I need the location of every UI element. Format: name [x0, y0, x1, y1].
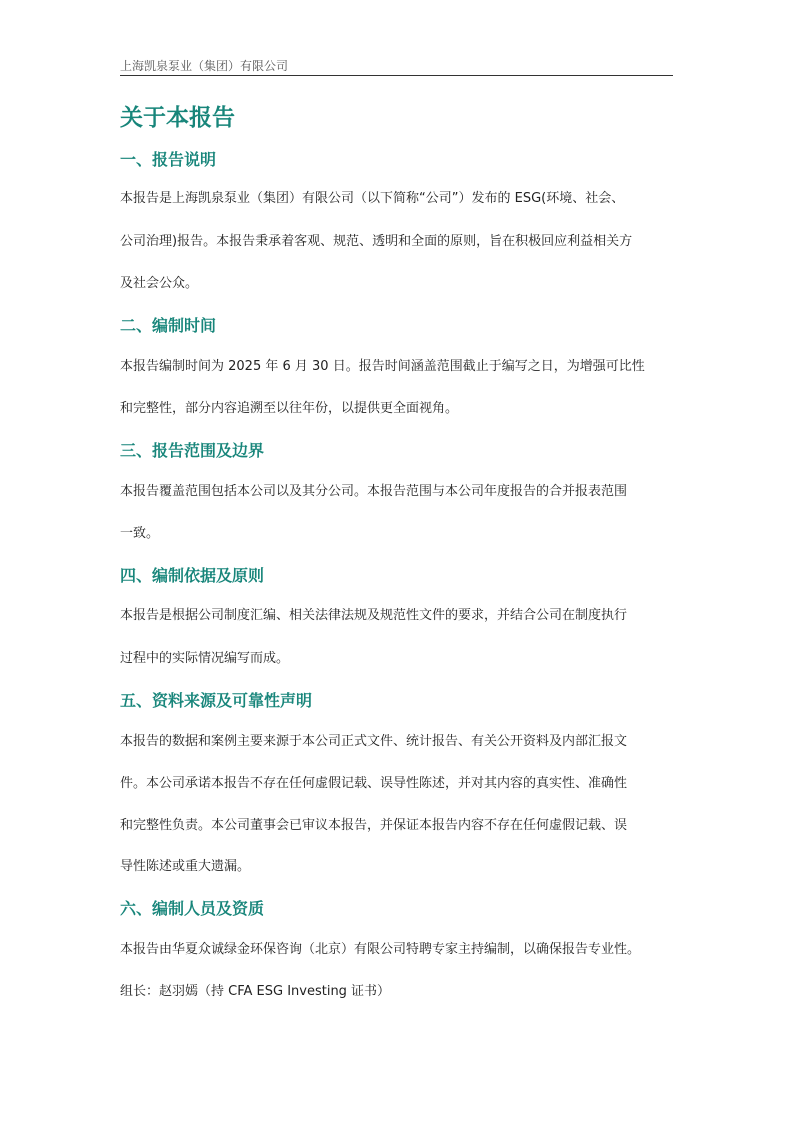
body-line: 及社会公众。	[120, 276, 199, 291]
section-heading-report-scope: 三、报告范围及边界	[120, 441, 265, 460]
body-line: 导性陈述或重大遗漏。	[120, 859, 251, 874]
running-header	[120, 58, 673, 76]
body-line: 件。本公司承诺本报告不存在任何虚假记载、误导性陈述，并对其内容的真实性、准确性	[120, 776, 628, 791]
section-heading-compilation-time: 二、编制时间	[120, 316, 217, 335]
section-heading-basis-principles: 四、编制依据及原则	[120, 566, 265, 585]
page-title: 关于本报告	[120, 105, 235, 131]
body-line: 组长：赵羽嫣（持 CFA ESG Investing 证书）	[120, 984, 391, 999]
body-line: 一致。	[120, 526, 160, 541]
body-line: 本报告覆盖范围包括本公司以及其分公司。本报告范围与本公司年度报告的合并报表范围	[120, 484, 628, 499]
section-heading-compilers: 六、编制人员及资质	[120, 899, 265, 918]
header-company-name: 上海凯泉泵业（集团）有限公司	[120, 59, 289, 73]
body-line: 过程中的实际情况编写而成。	[120, 651, 290, 666]
body-line: 和完整性，部分内容追溯至以往年份，以提供更全面视角。	[120, 401, 459, 416]
body-line: 本报告是上海凯泉泵业（集团）有限公司（以下简称“公司”）发布的 ESG(环境、社会、	[120, 191, 625, 206]
body-line: 本报告由华夏众诚绿金环保咨询（北京）有限公司特聘专家主持编制，以确保报告专业性。	[120, 942, 641, 957]
section-heading-report-description: 一、报告说明	[120, 150, 217, 169]
body-line: 公司治理)报告。本报告秉承着客观、规范、透明和全面的原则，旨在积极回应利益相关方	[120, 234, 633, 249]
body-line: 和完整性负责。本公司董事会已审议本报告，并保证本报告内容不存在任何虚假记载、误	[120, 818, 628, 833]
body-line: 本报告编制时间为 2025 年 6 月 30 日。报告时间涵盖范围截止于编写之日，为增强可比性	[120, 359, 645, 374]
section-heading-data-sources: 五、资料来源及可靠性声明	[120, 691, 313, 710]
body-line: 本报告的数据和案例主要来源于本公司正式文件、统计报告、有关公开资料及内部汇报文	[120, 734, 628, 749]
body-line: 本报告是根据公司制度汇编、相关法律法规及规范性文件的要求，并结合公司在制度执行	[120, 608, 628, 623]
